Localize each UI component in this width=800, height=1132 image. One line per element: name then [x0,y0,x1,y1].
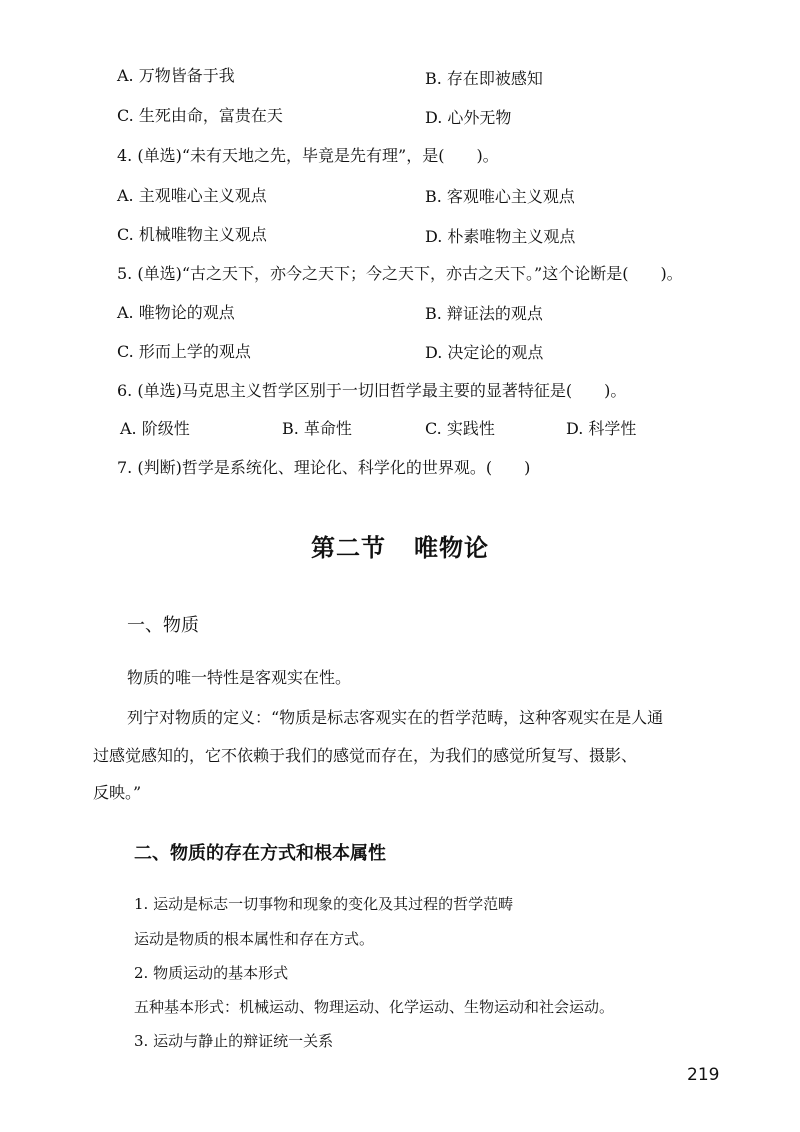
q5-option-a: A. 唯物论的观点 [117,303,235,322]
section-title-name: 唯物论 [414,534,489,562]
part1-paragraph-2-line-3: 反映。” [93,783,142,802]
part2-item-3: 3. 运动与静止的辩证统一关系 [134,1032,334,1050]
q5-option-d: D. 决定论的观点 [425,343,544,362]
part2-item-2: 2. 物质运动的基本形式 [134,964,289,982]
part1-paragraph-2-line-2: 过感觉感知的，它不依赖于我们的感觉而存在，为我们的感觉所复写、摄影、 [93,746,638,765]
part2-item-1: 1. 运动是标志一切事物和现象的变化及其过程的哲学范畴 [134,895,514,913]
q6-option-d: D. 科学性 [566,419,637,438]
page-number: 219 [687,1065,720,1085]
q5-option-c: C. 形而上学的观点 [117,342,251,361]
q3-option-a: A. 万物皆备于我 [117,66,235,85]
q6-stem: 6. (单选)马克思主义哲学区别于一切旧哲学最主要的显著特征是( )。 [117,381,627,400]
part1-paragraph-2-line-1: 列宁对物质的定义：“物质是标志客观实在的哲学范畴，这种客观实在是人通 [127,708,664,727]
part1-heading: 一、物质 [127,615,199,636]
q4-option-c: C. 机械唯物主义观点 [117,225,267,244]
q4-option-b: B. 客观唯心主义观点 [425,187,575,206]
q4-option-a: A. 主观唯心主义观点 [117,186,267,205]
part2-heading: 二、物质的存在方式和根本属性 [134,843,386,864]
q7-stem: 7. (判断)哲学是系统化、理论化、科学化的世界观。( ) [117,458,531,477]
q4-stem: 4. (单选)“未有天地之先，毕竟是先有理”，是( )。 [117,146,499,165]
section-title [0,533,800,563]
part2-item-2-text: 五种基本形式：机械运动、物理运动、化学运动、生物运动和社会运动。 [134,998,615,1016]
section-title-number: 第二节 [311,534,386,562]
q3-option-d: D. 心外无物 [425,108,512,127]
q6-option-a: A. 阶级性 [120,419,190,438]
q3-option-b: B. 存在即被感知 [425,69,543,88]
q5-option-b: B. 辩证法的观点 [425,304,543,323]
q3-option-c: C. 生死由命，富贵在天 [117,106,283,125]
q6-option-b: B. 革命性 [282,419,352,438]
q6-option-c: C. 实践性 [425,419,495,438]
q5-stem: 5. (单选)“古之天下，亦今之天下；今之天下，亦古之天下。”这个论断是( )。 [117,264,683,283]
part1-paragraph-1: 物质的唯一特性是客观实在性。 [127,668,352,687]
part2-item-1-text: 运动是物质的根本属性和存在方式。 [134,930,375,948]
q4-option-d: D. 朴素唯物主义观点 [425,227,576,246]
